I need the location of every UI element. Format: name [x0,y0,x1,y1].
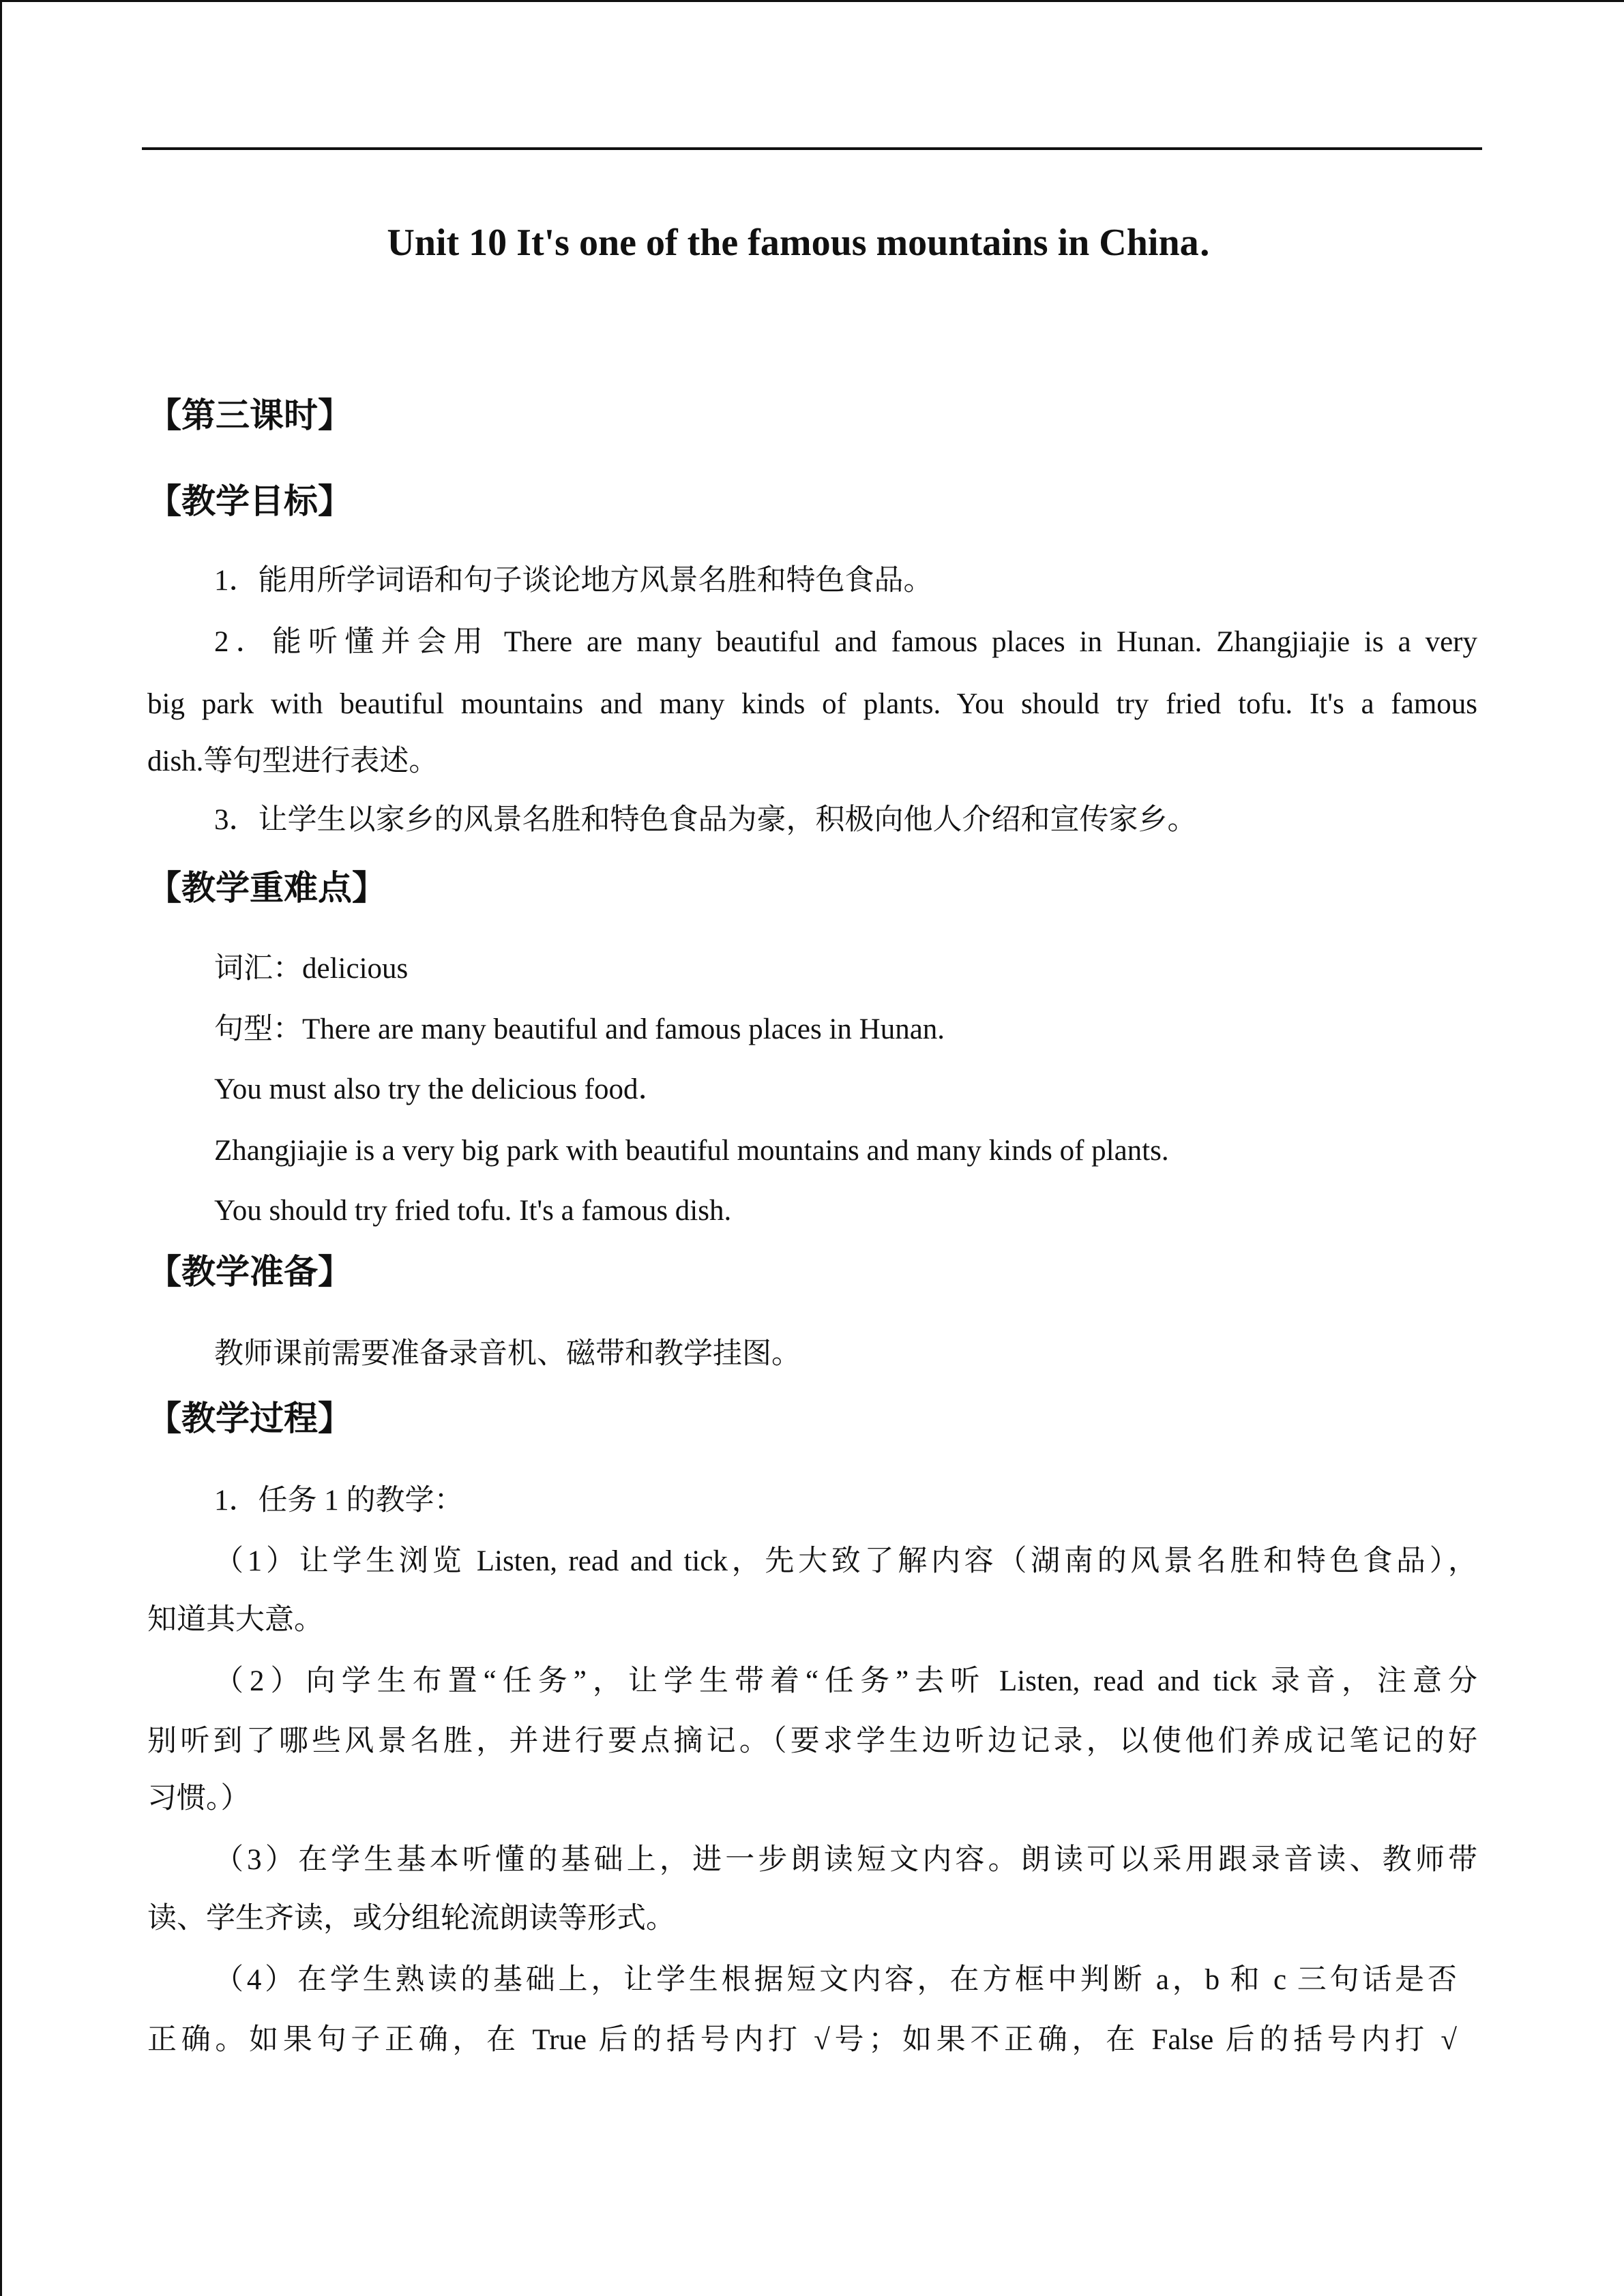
heading-key-points: 【教学重难点】 [147,868,386,908]
objective-item-2-line-3: dish.等句型进行表述。 [147,745,439,777]
process-step-4-line-1: （4）在学生熟读的基础上，让学生根据短文内容，在方框中判断 a，b 和 c 三句话是否 [214,1964,1457,1996]
key-point-vocab: 词汇：delicious [214,953,409,985]
heading-process: 【教学过程】 [147,1399,352,1438]
objective-item-1: 1．能用所学词语和句子谈论地方风景名胜和特色食品。 [214,565,933,597]
process-task-title: 1．任务 1 的教学： [214,1485,464,1517]
preparation-text: 教师课前需要准备录音机、磁带和教学挂图。 [214,1338,801,1370]
process-step-3-line-1: （3）在学生基本听懂的基础上，进一步朗读短文内容。朗读可以采用跟录音读、教师带 [214,1844,1477,1876]
page-border-top [0,0,1624,2]
process-step-2-line-2: 别听到了哪些风景名胜，并进行要点摘记。（要求学生边听边记录，以使他们养成记笔记的好 [147,1725,1477,1757]
key-point-sentence-4: You should try fried tofu. It's a famous dish. [214,1195,732,1227]
document-title: Unit 10 It's one of the famous mountains in China． [387,222,1237,264]
page-border-left [0,0,2,2296]
process-step-3-line-2: 读、学生齐读，或分组轮流朗读等形式。 [147,1903,675,1935]
process-step-4-line-2: 正确。如果句子正确，在 True 后的括号内打 √号；如果不正确，在 False 后的括号内打 √ [147,2024,1457,2056]
key-point-sentence-1: 句型：There are many beautiful and famous places in Hunan. [214,1013,945,1045]
key-point-sentence-3: Zhangjiajie is a very big park with beautiful mountains and many kinds of plants. [214,1135,1169,1167]
objective-item-2-line-1: 2．能听懂并会用 There are many beautiful and famous places in Hunan. Zhangjiajie is a very [214,626,1477,658]
heading-lesson: 【第三课时】 [147,396,352,435]
header-rule [142,147,1482,150]
process-step-2-line-3: 习惯。） [147,1783,250,1815]
heading-objectives: 【教学目标】 [147,481,352,521]
process-step-1-line-1: （1）让学生浏览 Listen, read and tick，先大致了解内容（湖南的风景名胜和特色食品）， [214,1545,1477,1577]
objective-item-2-line-2: big park with beautiful mountains and many kinds of plants. You should try fried tofu. It's a famous [147,688,1477,720]
process-step-2-line-1: （2）向学生布置“任务”，让学生带着“任务”去听 Listen, read and tick 录音，注意分 [214,1665,1477,1697]
objective-item-3: 3．让学生以家乡的风景名胜和特色食品为豪，积极向他人介绍和宣传家乡。 [214,804,1197,836]
process-step-1-line-2: 知道其大意。 [147,1604,323,1636]
key-point-sentence-2: You must also try the delicious food． [214,1073,668,1105]
heading-preparation: 【教学准备】 [147,1252,352,1292]
